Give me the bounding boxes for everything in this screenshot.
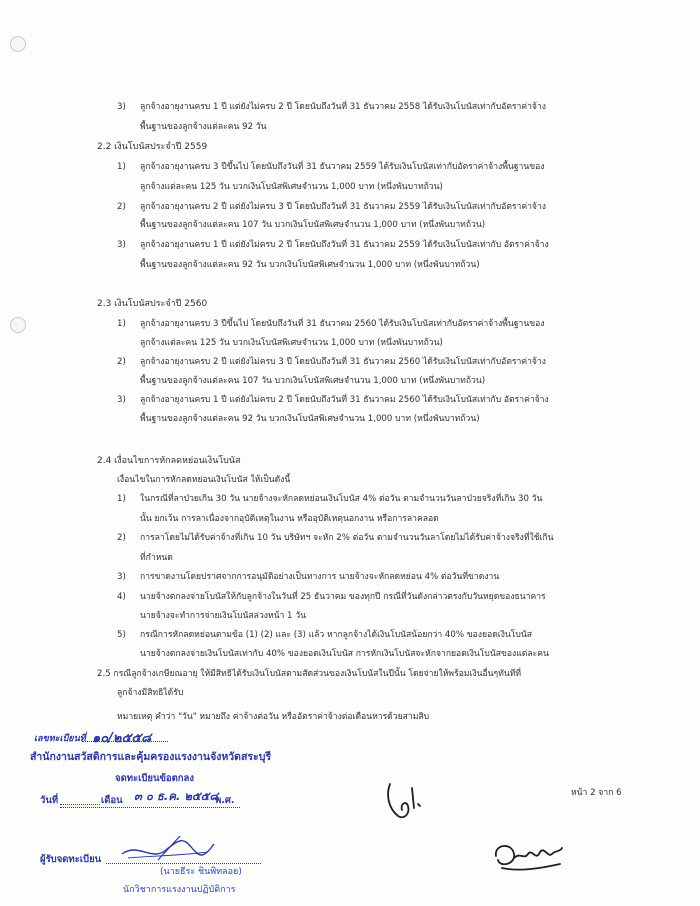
item-text: ลูกจ้างอายุงานครบ 1 ปี แต่ยังไม่ครบ 2 ปี โดยนับถึงวันที่ 31 ธันวาคม 2558 ได้รับเงินโบนัสเท่ากับอัตราค่าจ้าง: [140, 102, 546, 112]
item-text: การลาโดยไม่ได้รับค่าจ้างที่เกิน 10 วัน บริษัทฯ จะหัก 2% ต่อวัน ตามจำนวนวันลาโดยไม่ได้รับค่าจ้างจริงที่ใช้เกิน: [140, 533, 554, 543]
stamp-registration-label: เลขทะเบียนที่: [34, 734, 86, 744]
section-heading-2-4: 2.4 เงื่อนไขการหักลดหย่อนเงินโบนัส: [97, 456, 241, 466]
item-text: พื้นฐานของลูกจ้างแต่ละคน 107 วัน บวกเงินโบนัสพิเศษจำนวน 1,000 บาท (หนึ่งพันบาทถ้วน): [140, 220, 486, 230]
item-text: ลูกจ้างแต่ละคน 125 วัน บวกเงินโบนัสพิเศษจำนวน 1,000 บาท (หนึ่งพันบาทถ้วน): [140, 182, 443, 192]
section-heading-2-3: 2.3 เงินโบนัสประจำปี 2560: [97, 299, 208, 309]
item-number: 2): [117, 202, 126, 212]
stamp-dotted-line: [60, 807, 240, 808]
stamp-registration-number: ๑๐/๒๕๕๘: [92, 731, 152, 746]
stamp-year-label: พ.ศ.: [215, 795, 235, 806]
item-number: 1): [117, 494, 126, 504]
section-2-5-text: ลูกจ้างมีสิทธิได้รับ: [117, 688, 184, 698]
item-text: นายจ้างตกลงจ่ายเงินโบนัสเท่ากับ 40% ของยอดเงินโบนัส การหักเงินโบนัสจะหักจากยอดเงินโบนัสของแต่ละคน: [140, 649, 549, 659]
item-number: 3): [117, 240, 126, 250]
section-intro: เงื่อนไขในการหักลดหย่อนเงินโบนัส ให้เป็นดังนี้: [117, 475, 291, 485]
item-text: นั้น ยกเว้น การลาเนื่องจากอุบัติเหตุในงาน หรืออุบัติเหตุนอกงาน หรือการลาคลอด: [140, 514, 439, 524]
registrar-signature: [118, 832, 218, 866]
stamp-dotted-line: [82, 741, 168, 742]
stamp-office-name: สำนักงานสวัสดิการและคุ้มครองแรงงานจังหวัดสระบุรี: [30, 751, 271, 763]
item-text: ลูกจ้างอายุงานครบ 1 ปี แต่ยังไม่ครบ 2 ปี โดยนับถึงวันที่ 31 ธันวาคม 2559 ได้รับเงินโบนัสเท่ากับ อัตราค่าจ้าง: [140, 240, 549, 250]
stamp-date-label: วันที่: [40, 795, 59, 806]
stamp-date-value: ๓ ๐ ธ.ค. ๒๕๕๘: [134, 789, 219, 803]
item-number: 3): [117, 572, 126, 582]
stamp-registered-label: จดทะเบียนข้อตกลง: [115, 773, 195, 784]
item-number: 1): [117, 319, 126, 329]
stamp-registrar-label: ผู้รับจดทะเบียน: [40, 854, 102, 865]
item-text: ลูกจ้างอายุงานครบ 2 ปี แต่ยังไม่ครบ 3 ปี โดยนับถึงวันที่ 31 ธันวาคม 2560 ได้รับเงินโบนัสเท่ากับอัตราค่าจ้าง: [140, 357, 546, 367]
stamp-month-label: เดือน: [101, 795, 123, 806]
item-text: พื้นฐานของลูกจ้างแต่ละคน 92 วัน บวกเงินโบนัสพิเศษจำนวน 1,000 บาท (หนึ่งพันบาทถ้วน): [140, 414, 480, 424]
item-text: พื้นฐานของลูกจ้างแต่ละคน 92 วัน: [140, 122, 267, 132]
section-heading-2-2: 2.2 เงินโบนัสประจำปี 2559: [97, 142, 208, 152]
item-text: ที่กำหนด: [140, 553, 173, 563]
item-number: 2): [117, 533, 126, 543]
item-number: 1): [117, 162, 126, 172]
stamp-registrar-name: (นายธีระ ชินพิทลอย): [160, 867, 242, 877]
item-text: ในกรณีที่ลาป่วยเกิน 30 วัน นายจ้างจะหักลดหย่อนเงินโบนัส 4% ต่อวัน ตามจำนวนวันลาป่วยจริงที่เกิน 30 วัน: [140, 494, 543, 504]
item-number: 3): [117, 102, 126, 112]
stamp-dotted-line: [60, 804, 100, 805]
item-text: พื้นฐานของลูกจ้างแต่ละคน 92 วัน บวกเงินโบนัสพิเศษจำนวน 1,000 บาท (หนึ่งพันบาทถ้วน): [140, 260, 480, 270]
signature-initial-2: [490, 838, 566, 874]
item-text: ลูกจ้างอายุงานครบ 3 ปีขึ้นไป โดยนับถึงวันที่ 31 ธันวาคม 2560 ได้รับเงินโบนัสเท่ากับอัตราค่าจ้างพื้นฐานของ: [140, 319, 545, 329]
section-2-5-text: 2.5 กรณีลูกจ้างเกษียณอายุ ให้มีสิทธิได้รับเงินโบนัสตามสัดส่วนของเงินโบนัสในปีนั้น โดยจ่ายให้พร้อมเงินอื่นๆทันทีที่: [97, 669, 522, 679]
item-text: นายจ้างจะทำการจ่ายเงินโบนัสล่วงหน้า 1 วัน: [140, 611, 306, 621]
item-text: การขาดงานโดยปราศจากการอนุมัติอย่างเป็นทางการ นายจ้างจะหักลดหย่อน 4% ต่อวันที่ขาดงาน: [140, 572, 500, 582]
remark-text: หมายเหตุ คำว่า "วัน" หมายถึง ค่าจ้างต่อวัน หรืออัตราค่าจ้างต่อเดือนหารด้วยสามสิบ: [117, 712, 430, 722]
item-number: 2): [117, 357, 126, 367]
item-text: ลูกจ้างอายุงานครบ 1 ปี แต่ยังไม่ครบ 2 ปี โดยนับถึงวันที่ 31 ธันวาคม 2560 ได้รับเงินโบนัสเท่ากับ อัตราค่าจ้าง: [140, 395, 549, 405]
signature-initial-1: [380, 778, 428, 824]
item-text: พื้นฐานของลูกจ้างแต่ละคน 107 วัน บวกเงินโบนัสพิเศษจำนวน 1,000 บาท (หนึ่งพันบาทถ้วน): [140, 376, 486, 386]
item-text: กรณีการหักลดหย่อนตามข้อ (1) (2) และ (3) แล้ว หากลูกจ้างได้เงินโบนัสน้อยกว่า 40% ของยอดเงินโบนัส: [140, 630, 532, 640]
item-number: 3): [117, 395, 126, 405]
punch-hole-middle: [10, 317, 26, 333]
item-text: ลูกจ้างอายุงานครบ 3 ปีขึ้นไป โดยนับถึงวันที่ 31 ธันวาคม 2559 ได้รับเงินโบนัสเท่ากับอัตราค่าจ้างพื้นฐานของ: [140, 162, 545, 172]
punch-hole-top: [10, 36, 26, 52]
page-number: หน้า 2 จาก 6: [571, 788, 622, 798]
item-number: 5): [117, 630, 126, 640]
stamp-registrar-title: นักวิชาการแรงงานปฏิบัติการ: [123, 885, 236, 895]
item-number: 4): [117, 592, 126, 602]
item-text: ลูกจ้างแต่ละคน 125 วัน บวกเงินโบนัสพิเศษจำนวน 1,000 บาท (หนึ่งพันบาทถ้วน): [140, 338, 443, 348]
item-text: นายจ้างตกลงจ่ายโบนัสให้กับลูกจ้างในวันที่ 25 ธันวาคม ของทุกปี กรณีที่วันดังกล่าวตรงกับวันหยุดของธนาคาร: [140, 592, 546, 602]
item-text: ลูกจ้างอายุงานครบ 2 ปี แต่ยังไม่ครบ 3 ปี โดยนับถึงวันที่ 31 ธันวาคม 2559 ได้รับเงินโบนัสเท่ากับอัตราค่าจ้าง: [140, 202, 546, 212]
